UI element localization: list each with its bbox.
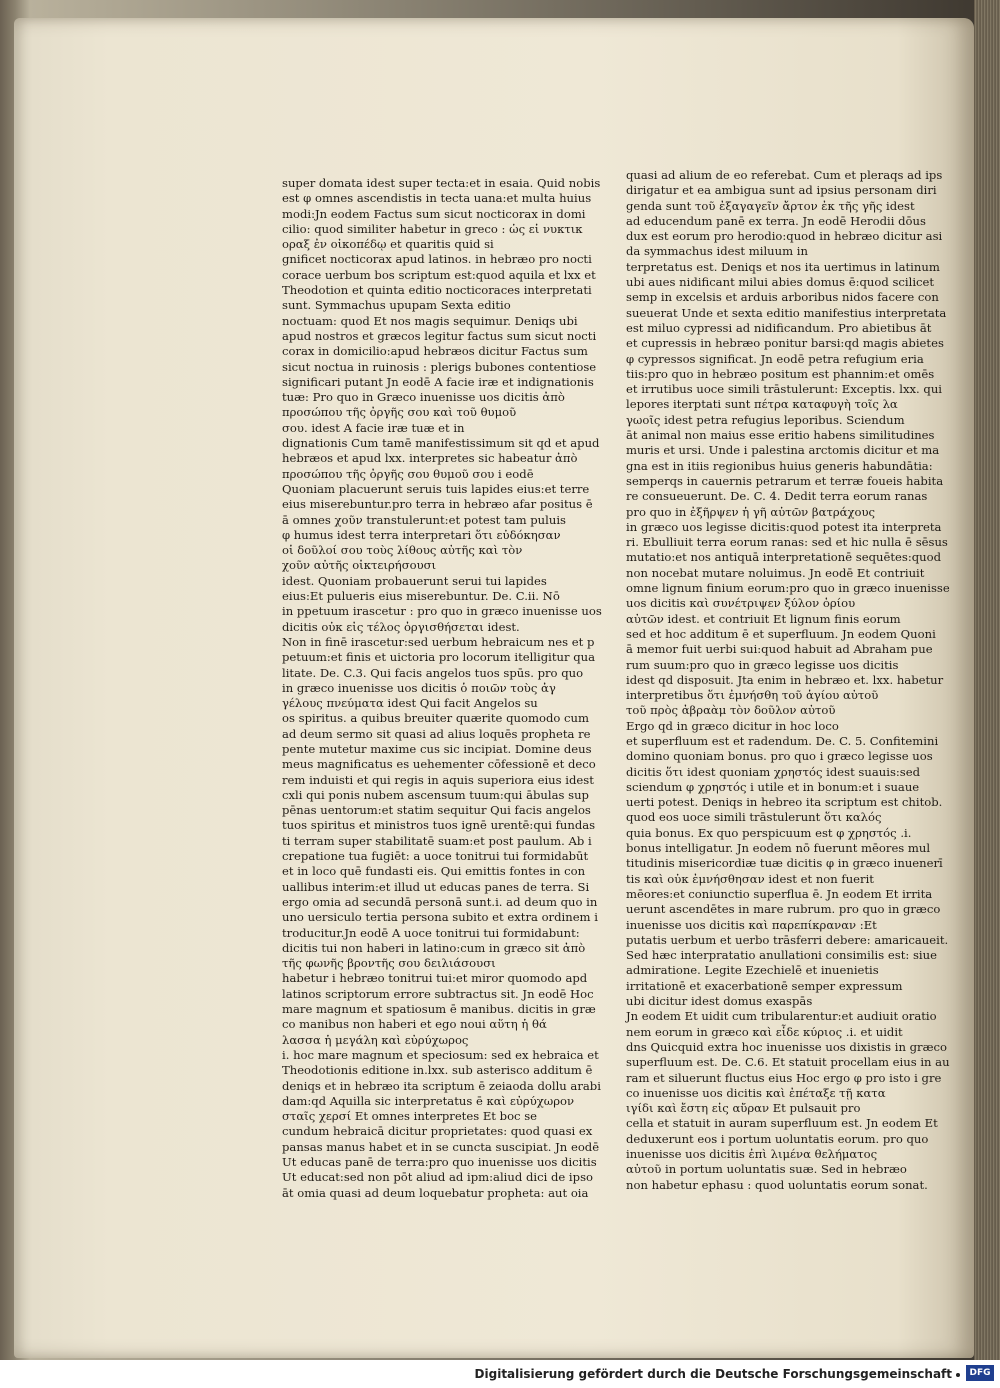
text-line: dignationis Cum tamē manifestissimum sit qd et apud [282, 436, 600, 451]
text-line: λασσα ἡ μεγάλη καὶ εὐρύχωρος [282, 1032, 469, 1047]
text-line: rem induisti et qui regis in aquis superiora eius idest [282, 772, 594, 787]
text-line: Sed hæc interpratatio anullationi consimilis est: siue [626, 948, 937, 963]
text-line: γέλους πνεύματα idest Qui facit Angelos su [282, 696, 538, 711]
text-line: et cupressis in hebræo ponitur barsi:qd magis abietes [626, 336, 944, 351]
text-line: προσώπου τῆς ὀργῆς σου καὶ τοῦ θυμοῦ [282, 405, 517, 420]
text-line: deniqs et in hebræo ita scriptum ē zeiaoda dollu arabi [282, 1078, 601, 1093]
text-line: σου. idest A facie iræ tuæ et in [282, 420, 465, 435]
book-page [14, 18, 974, 1358]
text-line: dam:qd Aquilla sic interpretatus ē καὶ εὐρύχωρον [282, 1093, 575, 1108]
text-line: est φ omnes ascendistis in tecta uana:et multa huius [282, 191, 592, 206]
text-line: nem eorum in græco καὶ εἶδε κύριος .i. et uidit [626, 1024, 903, 1039]
text-line: hebræos et apud lxx. interpretes sic habeatur ἀπὸ [282, 451, 578, 466]
text-line: sed et hoc additum ē et superfluum. Jn eodem Quoni [626, 626, 936, 641]
text-line: ram et siluerunt fluctus eius Hoc ergo φ pro isto i gre [626, 1070, 942, 1085]
text-line: mutatio:et nos antiquā interpretationē sequētes:quod [626, 550, 942, 565]
text-line: cilio: quod similiter habetur in greco : ὡς εἰ νυκτικ [282, 221, 583, 236]
text-line: significari putant Jn eodē A facie iræ et indignationis [282, 374, 594, 389]
text-line: corax in domicilio:apud hebræos dicitur Factus sum [282, 344, 588, 359]
book-fore-edge [974, 0, 1000, 1360]
text-line: gna est in itiis regionibus huius generis habundātia: [626, 458, 933, 473]
text-line: tuæ: Pro quo in Græco inuenisse uos dicitis ἀπὸ [282, 390, 565, 405]
text-line: sunt. Symmachus upupam Sexta editio [282, 298, 511, 313]
text-line: sueuerat Unde et sexta editio manifestius interpretata [626, 305, 947, 320]
text-line: φ humus idest terra interpretari ὅτι εὐδόκησαν [282, 527, 561, 542]
text-line: uerti potest. Deniqs in hebreo ita scriptum est chitob. [626, 795, 943, 810]
text-line: sicut noctua in ruinosis : plerigs bubones contentiose [282, 359, 597, 374]
text-line: semperqs in cauernis petrarum et terræ foueis habita [626, 473, 944, 488]
text-line: οραξ ἐν οἰκοπέδῳ et quaritis quid si [282, 237, 494, 252]
text-line: cundum hebraicā dicitur proprietates: quod quasi ex [282, 1124, 593, 1139]
text-line: Quoniam placuerunt seruis tuis lapides eius:et terre [282, 481, 590, 496]
text-line: in græco inuenisse uos dicitis ὁ ποιῶν τοὺς ἀγ [282, 680, 556, 695]
text-line: da symmachus idest miluum in [626, 244, 808, 259]
text-line: eius miserebuntur.pro terra in hebræo afar positus ē [282, 497, 593, 512]
text-line: inuenisse uos dicitis ἐπὶ λιμένα θελήματος [626, 1147, 878, 1161]
footer-separator-dot [956, 1373, 960, 1377]
text-line: ιγίδι καὶ ἔστη εἰς αὔραν Et pulsauit pro [626, 1101, 861, 1116]
text-line: non habetur ephasu : quod uoluntatis eorum sonat. [626, 1177, 928, 1192]
left-text-column [282, 176, 602, 1201]
text-line: cxli qui ponis nubem ascensum tuum:qui ābulas sup [282, 787, 589, 802]
text-line: re consueuerunt. De. C. 4. Dedit terra eorum ranas [626, 489, 928, 504]
text-line: domino quoniam bonus. pro quo i græco legisse uos [626, 749, 933, 764]
text-line: co inuenisse uos dicitis καὶ ἐπέταξε τῇ κατα [626, 1085, 886, 1100]
text-line: idest qd disposuit. Jta enim in hebræo et. lxx. habetur [626, 672, 944, 687]
text-line: apud nostros et græcos legitur factus sum sicut nocti [282, 328, 597, 343]
text-line: irritationē et exacerbationē semper expressum [626, 978, 903, 993]
text-line: Ut educas panē de terra:pro quo inuenisse uos dicitis [282, 1155, 597, 1169]
text-line: dicitis tui non haberi in latino:cum in græco sit ἀπὸ [282, 940, 586, 955]
text-line: pēnas uentorum:et statim sequitur Qui facis angelos [282, 803, 591, 818]
text-line: āt omia quasi ad deum loquebatur propheta: aut oia [282, 1185, 589, 1200]
text-line: corace uerbum bos scriptum est:quod aquila et lxx et [282, 267, 596, 282]
text-line: superfluum est. De. C.6. Et statuit procellam eius in au [626, 1055, 950, 1070]
text-line: dux est eorum pro herodio:quod in hebræo dicitur asi [626, 229, 943, 244]
text-line: ubi dicitur idest domus exaspās [626, 994, 813, 1009]
text-line: non nocebat mutare noluimus. Jn eodē Et contriuit [626, 565, 925, 580]
text-line: dicitis ὅτι idest quoniam χρηστός idest suauis:sed [626, 764, 921, 779]
text-line: σταῖς χερσί Et omnes interpretes Et boc se [282, 1109, 538, 1124]
text-line: uerunt ascendētes in mare rubrum. pro quo in græco [626, 902, 941, 917]
text-line: pente mutetur maxime cus sic incipiat. Domine deus [282, 741, 592, 756]
text-line: titudinis misericordiæ tuæ dicitis φ in græco inuenerī [626, 856, 943, 871]
text-line: litate. De. C.3. Qui facis angelos tuos spūs. pro quo [282, 665, 584, 680]
text-line: pansas manus habet et in se cuncta suscipiat. Jn eodē [282, 1139, 600, 1154]
text-line: semp in excelsis et arduis arboribus nidos facere con [626, 290, 939, 305]
right-text-column [626, 168, 950, 1193]
text-line: rum suum:pro quo in græco legisse uos dicitis [626, 657, 899, 672]
text-line: latinos scriptorum errore subtractus sit. Jn eodē Hoc [282, 986, 594, 1001]
text-line: bonus intelligatur. Jn eodem nō fuerunt mēores mul [626, 841, 931, 856]
text-line: quasi ad alium de eo referebat. Cum et pleraqs ad ips [626, 168, 943, 182]
text-line: αὐτῶν idest. et contriuit Et lignum finis eorum [626, 611, 901, 626]
text-line: ergo omia ad secundā personā sunt.i. ad deum quo in [282, 894, 598, 909]
text-line: tis καὶ οὐκ ἐμνήσθησαν idest et non fuerit [626, 871, 874, 886]
text-line: pro quo in ἐξῆρψεν ἡ γῆ αὐτῶν βατράχους [626, 504, 876, 519]
text-line: i. hoc mare magnum et speciosum: sed ex hebraica et [282, 1047, 599, 1062]
text-line: ad deum sermo sit quasi ad alius loquēs propheta re [282, 726, 591, 741]
text-line: os spiritus. a quibus breuiter quærite quomodo cum [282, 711, 589, 726]
text-line: οἱ δοῦλοί σου τοὺς λίθους αὐτῆς καὶ τὸν [282, 543, 523, 558]
text-line: tiis:pro quo in hebræo positum est phannim:et omēs [626, 366, 935, 381]
text-line: uos dicitis καὶ συνέτριψεν ξύλον ὁρίου [626, 596, 856, 611]
text-line: omne lignum finium eorum:pro quo in græco inuenisse [626, 581, 950, 596]
text-line: interpretibus ὅτι ἐμνήσθη τοῦ ἁγίου αὐτοῦ [626, 688, 879, 703]
text-line: ubi aues nidificant milui abies domus ē:quod scilicet [626, 275, 935, 290]
text-line: et irrutibus uoce simili trāstulerunt: Exceptis. lxx. qui [626, 382, 943, 397]
text-line: noctuam: quod Et nos magis sequimur. Deniqs ubi [282, 313, 578, 328]
text-line: eius:Et pulueris eius miserebuntur. De. C.ii. Nō [282, 589, 560, 604]
text-line: προσώπου τῆς ὀργῆς σου θυμοῦ σου i eodē [282, 466, 534, 481]
text-line: deduxerunt eos i portum uoluntatis eorum. pro quo [626, 1131, 929, 1146]
text-line: troducitur.Jn eodē A uoce tonitrui tui formidabunt: [282, 925, 580, 940]
text-line: in ppetuum irascetur : pro quo in græco inuenisse uos [282, 604, 602, 619]
text-line: uallibus interim:et illud ut educas panes de terra. Si [282, 879, 590, 894]
text-line: āt animal non maius esse eritio habens similitudines [626, 428, 935, 443]
text-line: terpretatus est. Deniqs et nos ita uertimus in latinum [626, 259, 940, 274]
text-line: mēores:et coniunctio superflua ē. Jn eodem Et irrita [626, 886, 933, 901]
text-line: genda sunt τοῦ ἐξαγαγεῖν ἄρτον ἐκ τῆς γῆς idest [626, 198, 915, 213]
text-line: tuos spiritus et ministros tuos ignē urentē:qui fundas [282, 818, 596, 833]
text-line: τοῦ πρὸς ἀβραὰμ τὸν δοῦλον αὐτοῦ [626, 703, 836, 718]
text-line: quod eos uoce simili trāstulerunt ὅτι καλός [626, 810, 882, 825]
text-line: et superfluum est et radendum. De. C. 5. Confitemini [626, 733, 939, 748]
text-line: et in loco quē fundasti eis. Qui emittis fontes in con [282, 864, 586, 879]
text-line: co manibus non haberi et ego noui αὕτη ἡ θά [282, 1017, 547, 1032]
text-line: ad educendum panē ex terra. Jn eodē Herodii dōus [626, 213, 926, 228]
text-line: cella et statuit in auram superfluum est. Jn eodem Et [626, 1116, 938, 1131]
text-line: φ cypressos significat. Jn eodē petra refugium eria [626, 351, 924, 366]
text-line: crepatione tua fugiēt: a uoce tonitrui tui formidabūt [282, 849, 589, 864]
footer-bar [0, 1360, 1000, 1388]
text-line: Ergo qd in græco dicitur in hoc loco [626, 718, 839, 733]
text-line: Ut educat:sed non pōt aliud ad ipm:aliud dici de ipso [282, 1170, 593, 1185]
text-line: dns Quicquid extra hoc inuenisse uos dixistis in græco [626, 1039, 947, 1054]
text-line: quia bonus. Ex quo perspicuum est φ χρηστός .i. [626, 825, 912, 840]
text-line: ā omnes χοῦν transtulerunt:et potest tam puluis [282, 512, 566, 527]
text-line: Non in finē irascetur:sed uerbum hebraicum nes et p [282, 634, 595, 649]
text-line: est miluo cypressi ad nidificandum. Pro abietibus āt [626, 320, 932, 335]
text-line: modi:Jn eodem Factus sum sicut nocticorax in domi [282, 206, 586, 221]
text-line: petuum:et finis et uictoria pro locorum itelligitur qua [282, 650, 595, 665]
text-line: ā memor fuit uerbi sui:quod habuit ad Abraham pue [626, 642, 933, 657]
text-line: sciendum φ χρηστός i utile et in bonum:et i suaue [626, 779, 920, 794]
text-line: habetur i hebræo tonitrui tui:et miror quomodo apd [282, 971, 588, 986]
text-line: muris et ursi. Unde i palestina arctomis dicitur et ma [626, 443, 940, 458]
text-line: αὐτοῦ in portum uoluntatis suæ. Sed in hebræo [626, 1162, 907, 1177]
text-line: Jn eodem Et uidit cum tribularentur:et audiuit oratio [626, 1009, 937, 1024]
text-line: putatis uerbum et uerbo trāsferri debere: amaricaueit. [626, 932, 949, 947]
text-line: uno uersiculo tertia persona subito et extra ordinem i [282, 910, 598, 925]
text-line: ti terram super stabilitatē suam:et post paulum. Ab i [282, 833, 592, 848]
text-line: inuenisse uos dicitis καὶ παρεπίκραναν :Et [626, 917, 877, 932]
text-line: dirigatur et ea ambigua sunt ad ipsius personam diri [626, 183, 937, 198]
text-line: τῆς φωνῆς βροντῆς σου δειλιάσουσι [282, 956, 496, 971]
text-line: Theodotion et quinta editio nocticoraces interpretati [282, 283, 592, 298]
text-line: χοῦν αὐτῆς οἰκτειρήσουσι [282, 558, 437, 573]
text-line: Theodotionis editione in.lxx. sub asterisco additum ē [282, 1063, 593, 1078]
text-line: ri. Ebulliuit terra eorum ranas: sed et hic nulla ē sēsus [626, 535, 948, 550]
text-line: admiratione. Legite Ezechielē et inuenietis [626, 963, 879, 978]
text-line: dicitis οὐκ εἰς τέλος ὀργισθήσεται idest. [282, 619, 520, 634]
dfg-logo[interactable]: DFG [966, 1365, 994, 1381]
text-line: meus magnificatus es uehementer cōfessionē et deco [282, 757, 596, 772]
text-line: mare magnum et spatiosum ē manibus. dicitis in græ [282, 1002, 596, 1017]
text-line: idest. Quoniam probauerunt serui tui lapides [282, 573, 547, 588]
text-line: γωοῖς idest petra refugius leporibus. Sciendum [626, 412, 905, 427]
text-line: in græco uos legisse dicitis:quod potest ita interpreta [626, 519, 942, 534]
text-line: super domata idest super tecta:et in esaia. Quid nobis [282, 176, 601, 190]
text-line: gnificet nocticorax apud latinos. in hebræo pro nocti [282, 252, 592, 267]
text-line: lepores iterptati sunt πέτρα καταφυγὴ τοῖς λα [626, 397, 898, 412]
footer-funding-text: Digitalisierung gefördert durch die Deutsche Forschungsgemeinschaft [474, 1367, 952, 1381]
